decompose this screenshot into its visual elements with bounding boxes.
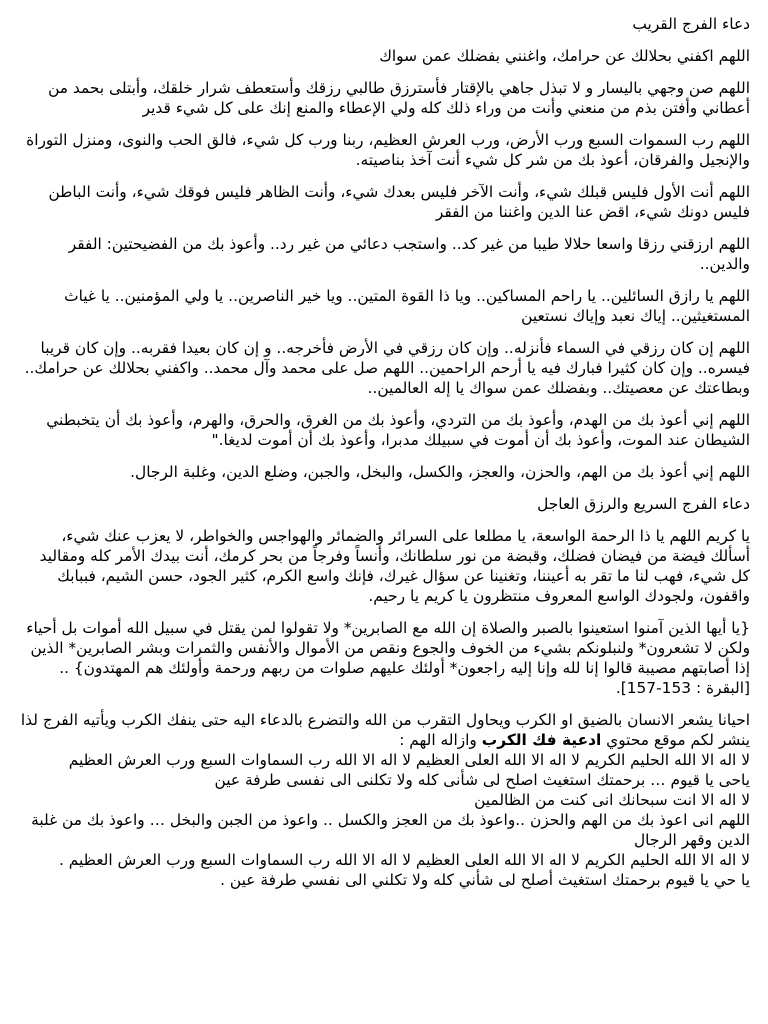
dua-line: لا اله الا الله الحليم الكريم لا اله الا الله العلى العظيم لا اله الا الله رب السماوات السبع ورب العرش العظيم . [58, 851, 750, 869]
dua-paragraph: اللهم ارزقني رزقا واسعا حلالا طيبا من غير كد.. واستجب دعائي من غير رد.. وأعوذ بك من الفضيحتين: الفقر والدين.. [68, 235, 750, 273]
dua-paragraph: اللهم صن وجهي باليسار و لا تبذل جاهي بالإقتار فأسترزق طالبي رزقك وأستعطف شرار خلقك، وأبتلى بحمد من أعطاني وأفتن بذم من منعني وأنت من وراء ذلك كله ولي الإعطاء والمنع إنك على كل شيء قدير [48, 79, 750, 117]
section-title: دعاء الفرج القريب [632, 15, 750, 33]
dua-paragraph: اللهم رب السموات السبع ورب الأرض، ورب العرش العظيم، ربنا ورب كل شيء، فالق الحب والنوى، ومنزل التوراة والإنجيل والفرقان، أعوذ بك من شر كل شيء أنت آخذ بناصيته. [26, 131, 750, 169]
dua-paragraph: اللهم إني أعوذ بك من الهدم، وأعوذ بك من التردي، وأعوذ بك من الغرق، والحرق، والهرم، وأعوذ بك أن يتخبطني الشيطان عند الموت، وأعوذ بك أن أموت في سبيلك مدبرا، وأعوذ بك أن أموت لديغا." [46, 411, 750, 449]
section-title: دعاء الفرج السريع والرزق العاجل [537, 495, 750, 513]
dua-paragraph: اللهم اكفني بحلالك عن حرامك، واغنني بفضلك عمن سواك [379, 47, 750, 65]
dua-paragraph: اللهم إني أعوذ بك من الهم، والحزن، والعجز، والكسل، والبخل، والجبن، وضلع الدين، وغلبة الرجال. [130, 463, 750, 481]
bold-phrase: ادعية فك الكرب [481, 731, 602, 749]
dua-paragraph: اللهم أنت الأول فليس قبلك شيء، وأنت الآخر فليس بعدك شيء، وأنت الظاهر فليس فوقك شيء، وأنت الباطن فليس دونك شيء، اقض عنا الدين واغننا من الفقر [48, 183, 750, 221]
dua-line: لا اله الا الله الحليم الكريم لا اله الا الله العلى العظيم لا اله الا الله رب السماوات السبع ورب العرش العظيم [68, 751, 750, 769]
final-intro [18, 710, 750, 750]
dua-line: اللهم انى اعوذ بك من الهم والحزن ..واعوذ بك من العجز والكسل .. واعوذ من الجبن والبخل … واعوذ بك من غلبة الدين وقهر الرجال [31, 811, 750, 849]
dua-paragraph: اللهم يا رازق السائلين.. يا راحم المساكين.. ويا ذا القوة المتين.. ويا خير الناصرين.. يا ولي المؤمنين.. يا غياث المستغيثين.. إياك نعبد وإياك نستعين [64, 287, 750, 325]
dua-paragraph: يا كريم اللهم يا ذا الرحمة الواسعة، يا مطلعا على السرائر والضمائر والهواجس والخواطر، لا يعزب عنك شيء، أسألك فيضة من فيضان فضلك، وقبضة من نور سلطانك، وأنساً وفرجاً من بحر كرمك، أنت بيدك الأمر كله ومقاليد كل شيء، فهب لنا ما تقر به أعيننا، وتغنينا عن سؤال غيرك، فإنك واسع الكرم، كثير الجود، حسن الشيم، فببابك واقفون، ولجودك الواسع المعروف منتظرون يا كريم يا رحيم. [39, 527, 750, 605]
quran-verse-paragraph: {يا أيها الذين آمنوا استعينوا بالصبر والصلاة إن الله مع الصابرين* ولا تقولوا لمن يقتل في سبيل الله أموات بل أحياء ولكن لا تشعرون* ولنبلونكم بشيء من الخوف والجوع ونقص من الأموال والأنفس والثمرات وبشر الصابرين* الذين إذا أصابتهم مصيبة قالوا إنا لله وإنا إليه راجعون* أولئك عليهم صلوات من ربهم ورحمة وأولئك هم المهتدون} .. [البقرة : 153-157]. [26, 619, 750, 697]
dua-line: يا حي يا قيوم برحمتك استغيث أصلح لى شأني كله ولا تكلني الى نفسي طرفة عين . [220, 871, 750, 889]
intro-text: احيانا يشعر الانسان بالضيق او الكرب ويحاول التقرب من الله والتضرع بالدعاء اليه حتى ينفك الكرب ويأتيه الفرج لذا ينشر لكم موقع محتوي [20, 711, 750, 749]
final-dua-block [18, 710, 750, 890]
dua-line: ياحى يا قيوم … برحمتك استغيث اصلح لى شأنى كله ولا تكلنى الى نفسى طرفة عين [214, 771, 750, 789]
dua-line: لا اله الا انت سبحانك انى كنت من الظالمين [474, 791, 750, 809]
dua-paragraph: اللهم إن كان رزقي في السماء فأنزله.. وإن كان رزقي في الأرض فأخرجه.. و إن كان بعيدا فقربه.. وإن كان قريبا فيسره.. وإن كان كثيرا فبارك فيه يا أرحم الراحمين.. اللهم صل على محمد وآل محمد.. واكفني بحلالك عن حرامك.. وبطاعتك عن معصيتك.. وبفضلك عمن سواك يا إله العالمين.. [24, 339, 750, 397]
intro-text-end: وازاله الهم : [399, 731, 477, 749]
